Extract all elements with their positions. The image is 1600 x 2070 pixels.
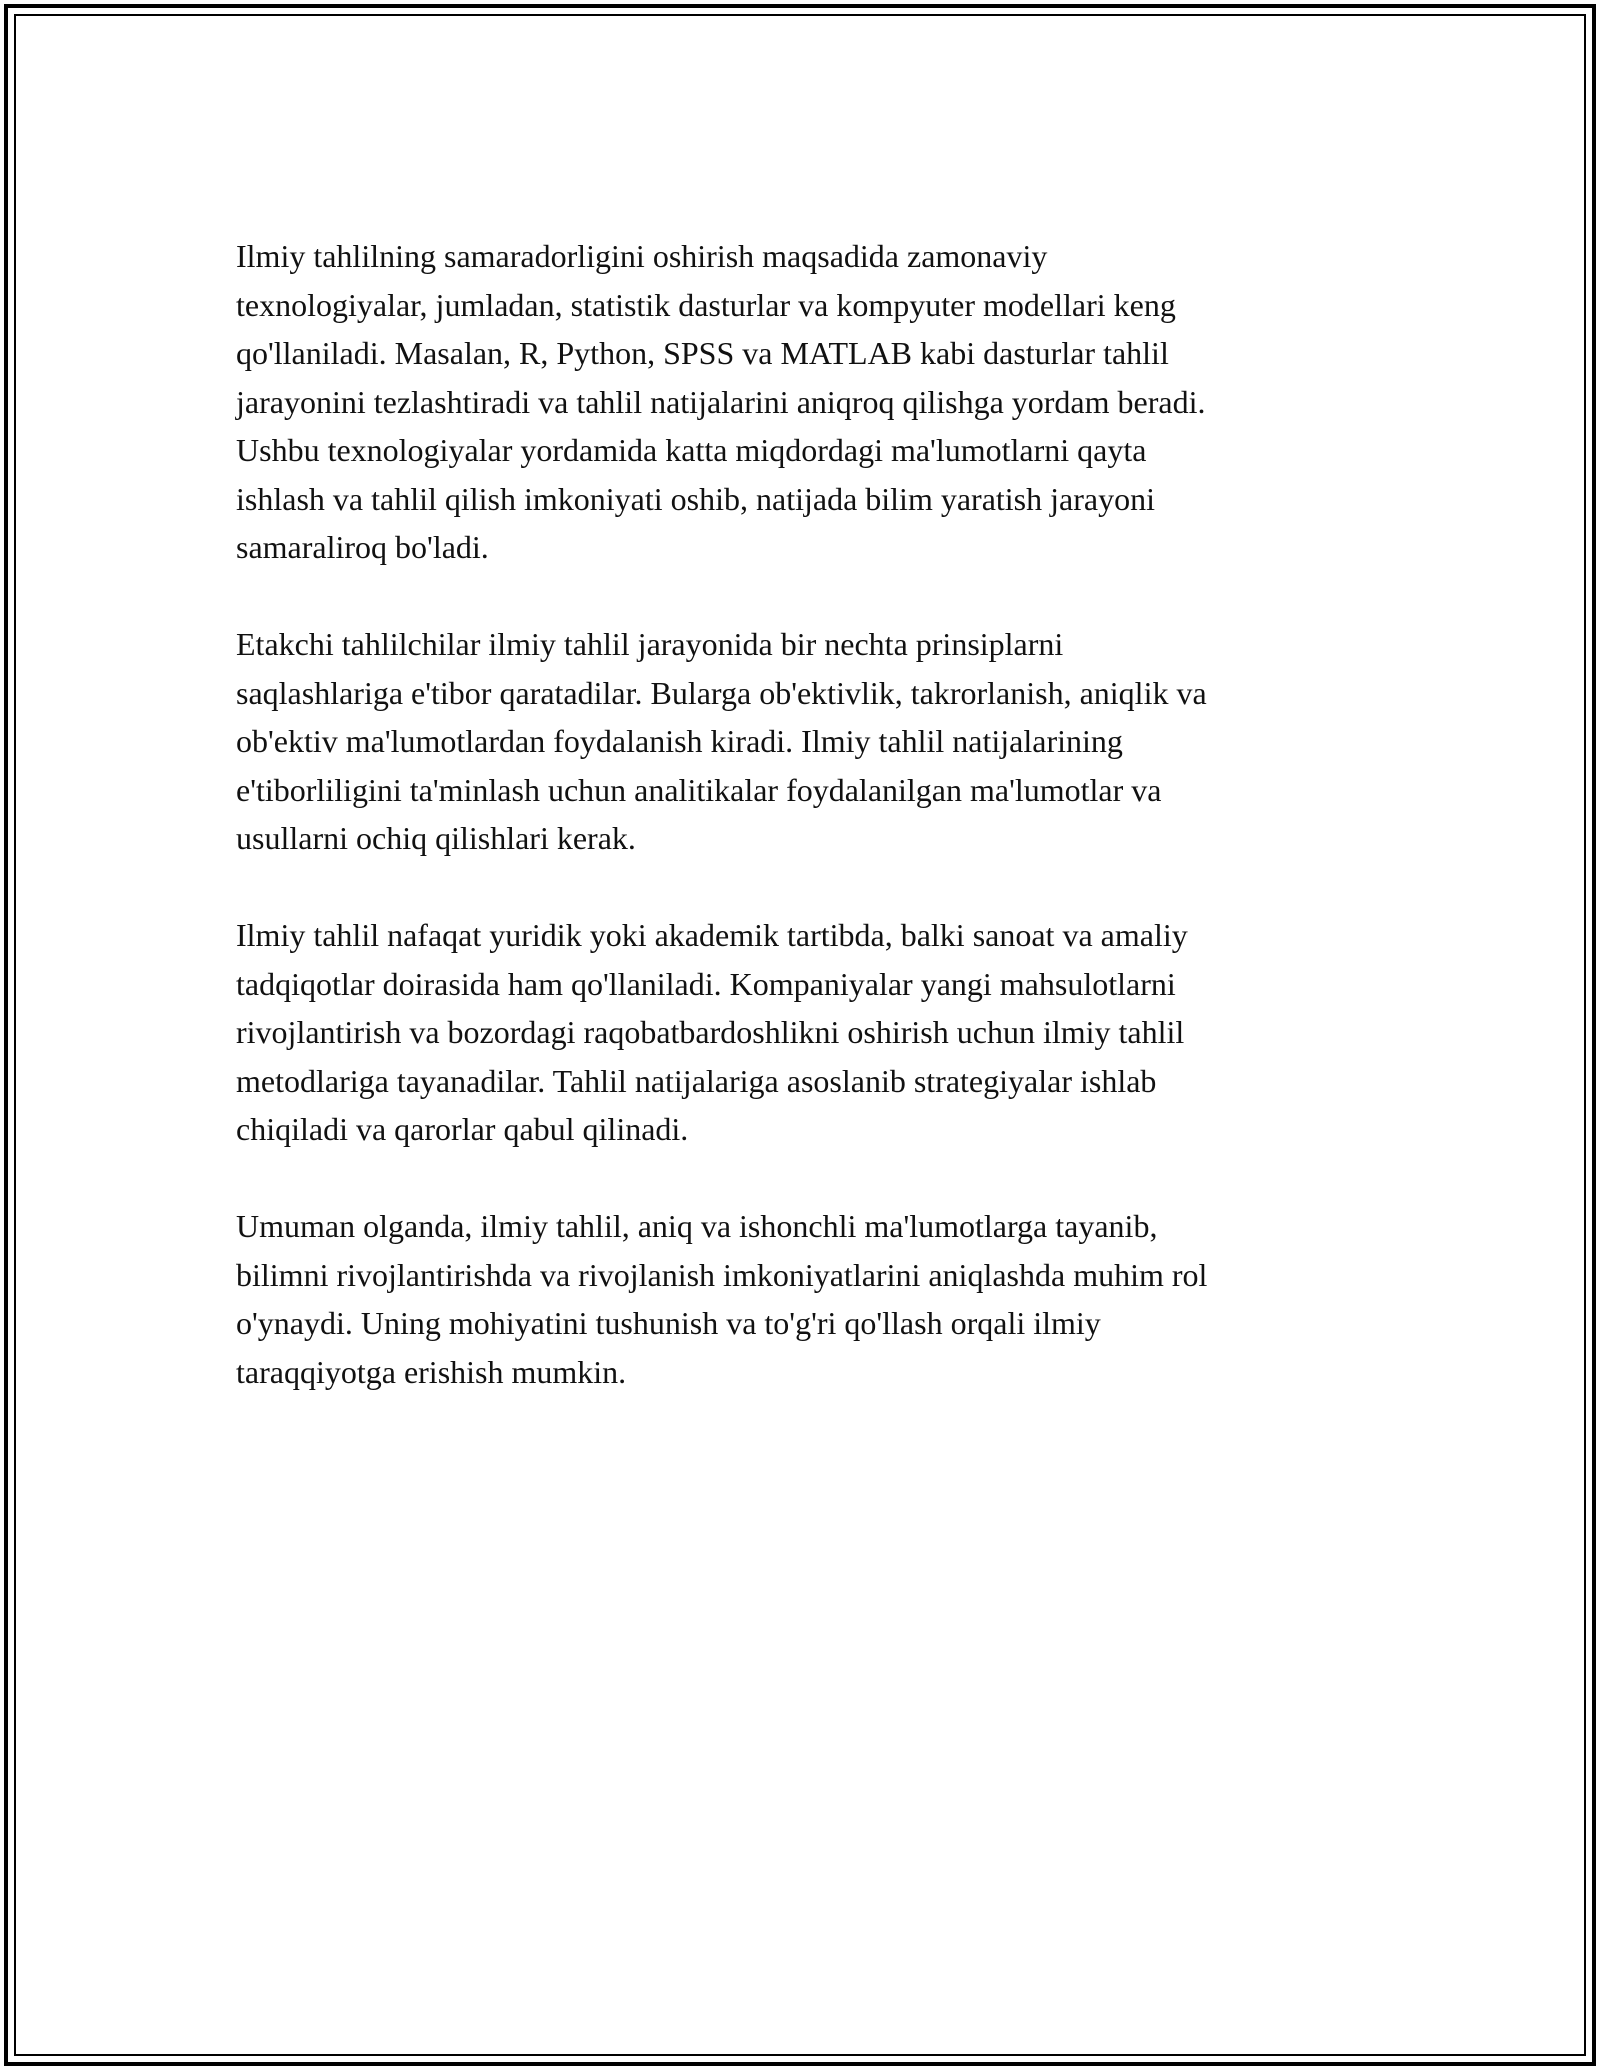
text-line: metodlariga tayanadilar. Tahlil natijalariga asoslanib strategiyalar ishlab <box>236 1062 1157 1099</box>
paragraph-3 <box>236 911 1366 1154</box>
text-line: Etakchi tahlilchilar ilmiy tahlil jarayonida bir nechta prinsiplarni <box>236 626 1064 662</box>
text-line: o'ynaydi. Uning mohiyatini tushunish va to'g'ri qo'llash orqali ilmiy <box>236 1305 1101 1341</box>
text-line: ishlash va tahlil qilish imkoniyati oshib, natijada bilim yaratish jarayoni <box>236 480 1155 517</box>
text-line: Ilmiy tahlil nafaqat yuridik yoki akademik tartibda, balki sanoat va amaliy <box>236 917 1188 953</box>
document-body <box>236 232 1366 1445</box>
paragraph-1 <box>236 232 1366 572</box>
text-line: taraqqiyotga erishish mumkin. <box>236 1353 627 1390</box>
text-line: samaraliroq bo'ladi. <box>236 529 489 565</box>
text-line: Ushbu texnologiyalar yordamida katta miqdordagi ma'lumotlarni qayta <box>236 432 1147 468</box>
text-line: Ilmiy tahlilning samaradorligini oshirish maqsadida zamonaviy <box>236 238 1048 274</box>
text-line: texnologiyalar, jumladan, statistik dasturlar va kompyuter modellari keng <box>236 286 1176 323</box>
text-line: e'tiborliligini ta'minlash uchun analitikalar foydalanilgan ma'lumotlar va <box>236 771 1162 808</box>
text-line: usullarni ochiq qilishlari kerak. <box>236 820 636 856</box>
text-line: rivojlantirish va bozordagi raqobatbardoshlikni oshirish uchun ilmiy tahlil <box>236 1014 1185 1050</box>
text-line: tadqiqotlar doirasida ham qo'llaniladi. Kompaniyalar yangi mahsulotlarni <box>236 965 1176 1002</box>
text-line: saqlashlariga e'tibor qaratadilar. Bularga ob'ektivlik, takrorlanish, aniqlik va <box>236 674 1207 711</box>
text-line: jarayonini tezlashtiradi va tahlil natijalarini aniqroq qilishga yordam beradi. <box>236 383 1206 420</box>
text-line: ob'ektiv ma'lumotlardan foydalanish kiradi. Ilmiy tahlil natijalarining <box>236 723 1123 759</box>
paragraph-2 <box>236 620 1366 863</box>
text-line: Umuman olganda, ilmiy tahlil, aniq va ishonchli ma'lumotlarga tayanib, <box>236 1208 1158 1244</box>
paragraph-4 <box>236 1202 1366 1396</box>
text-line: bilimni rivojlantirishda va rivojlanish imkoniyatlarini aniqlashda muhim rol <box>236 1256 1208 1293</box>
text-line: chiqiladi va qarorlar qabul qilinadi. <box>236 1111 689 1147</box>
text-line: qo'llaniladi. Masalan, R, Python, SPSS va MATLAB kabi dasturlar tahlil <box>236 335 1169 371</box>
